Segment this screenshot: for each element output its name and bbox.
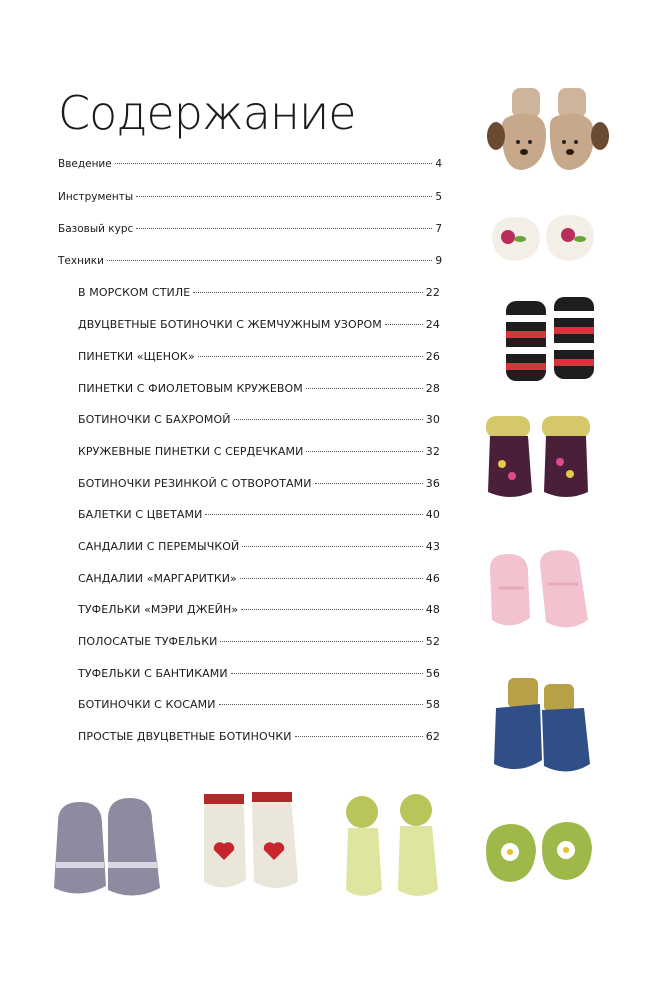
toc-entry-label: Базовый курс (58, 223, 134, 235)
toc-project-label: ДВУЦВЕТНЫЕ БОТИНОЧКИ С ЖЕМЧУЖНЫМ УЗОРОМ (78, 318, 382, 331)
toc-project-entry[interactable] (78, 698, 440, 716)
toc-project-page: 56 (425, 667, 440, 680)
toc-project-page: 48 (425, 603, 440, 616)
toc-leader (198, 356, 423, 357)
toc-project-page: 32 (425, 445, 440, 458)
toc-leader (193, 292, 422, 293)
toc-project-entry[interactable] (78, 413, 440, 431)
toc-project-label: БОТИНОЧКИ С КОСАМИ (78, 698, 216, 711)
toc-project-page: 30 (425, 413, 440, 426)
toc-entry-page: 5 (435, 191, 442, 203)
lace-booties-photo (44, 792, 168, 904)
toc-leader (240, 578, 423, 579)
toc-entry-page: 4 (435, 158, 442, 170)
toc-project-page: 62 (425, 730, 440, 743)
toc-entry-label: Техники (58, 255, 104, 267)
toc-project-label: САНДАЛИИ С ПЕРЕМЫЧКОЙ (78, 540, 240, 553)
toc-leader (205, 514, 422, 515)
toc-project-label: ПРОСТЫЕ ДВУЦВЕТНЫЕ БОТИНОЧКИ (78, 730, 292, 743)
toc-leader (242, 546, 422, 547)
toc-project-label: БАЛЕТКИ С ЦВЕТАМИ (78, 508, 203, 521)
toc-project-entry[interactable] (78, 572, 440, 590)
page-title: Содержание (58, 86, 356, 140)
pink-booties-photo (484, 548, 596, 638)
flower-boots-photo (480, 412, 596, 504)
toc-project-page: 24 (425, 318, 440, 331)
toc-leader (115, 163, 433, 164)
toc-project-entry[interactable] (78, 382, 440, 400)
toc-project-label: БОТИНОЧКИ РЕЗИНКОЙ С ОТВОРОТАМИ (78, 477, 312, 490)
toc-leader (136, 196, 432, 197)
toc-project-page: 52 (425, 635, 440, 648)
toc-project-label: ТУФЕЛЬКИ «МЭРИ ДЖЕЙН» (78, 603, 239, 616)
toc-project-entry[interactable] (78, 286, 440, 304)
toc-project-entry[interactable] (78, 477, 440, 495)
toc-project-page: 26 (425, 350, 440, 363)
toc-project-page: 43 (425, 540, 440, 553)
toc-project-entry[interactable] (78, 540, 440, 558)
toc-entry[interactable] (58, 255, 442, 273)
toc-project-entry[interactable] (78, 508, 440, 526)
toc-project-label: ПИНЕТКИ С ФИОЛЕТОВЫМ КРУЖЕВОМ (78, 382, 303, 395)
toc-project-entry[interactable] (78, 667, 440, 685)
toc-leader (306, 388, 423, 389)
bobble-booties-photo (338, 794, 446, 906)
toc-leader (241, 609, 423, 610)
toc-leader (220, 641, 422, 642)
toc-project-entry[interactable] (78, 350, 440, 368)
toc-project-label: ПИНЕТКИ «ЩЕНОК» (78, 350, 195, 363)
puppy-booties-photo (484, 84, 610, 184)
toc-project-entry[interactable] (78, 603, 440, 621)
toc-entry-label: Введение (58, 158, 112, 170)
toc-project-entry[interactable] (78, 635, 440, 653)
toc-entry[interactable] (58, 223, 442, 241)
toc-project-entry[interactable] (78, 730, 440, 748)
toc-entry-page: 7 (435, 223, 442, 235)
toc-project-page: 46 (425, 572, 440, 585)
toc-project-page: 58 (425, 698, 440, 711)
toc-project-label: БОТИНОЧКИ С БАХРОМОЙ (78, 413, 231, 426)
toc-leader (231, 673, 423, 674)
flower-ballet-flats-photo (488, 205, 598, 265)
toc-project-page: 40 (425, 508, 440, 521)
toc-leader (306, 451, 422, 452)
toc-project-page: 22 (425, 286, 440, 299)
toc-project-entry[interactable] (78, 318, 440, 336)
toc-leader (295, 736, 423, 737)
toc-project-label: ПОЛОСАТЫЕ ТУФЕЛЬКИ (78, 635, 218, 648)
toc-leader (107, 260, 432, 261)
toc-leader (315, 483, 423, 484)
toc-leader (385, 324, 423, 325)
toc-leader (219, 704, 423, 705)
toc-entry-label: Инструменты (58, 191, 134, 203)
toc-project-label: В МОРСКОМ СТИЛЕ (78, 286, 191, 299)
toc-entry-page: 9 (435, 255, 442, 267)
striped-booties-photo (498, 295, 604, 387)
toc-leader (234, 419, 423, 420)
heart-booties-photo (196, 788, 308, 900)
toc-project-label: ТУФЕЛЬКИ С БАНТИКАМИ (78, 667, 228, 680)
toc-project-page: 36 (425, 477, 440, 490)
toc-project-entry[interactable] (78, 445, 440, 463)
toc-leader (136, 228, 432, 229)
daisy-sandals-photo (480, 810, 600, 888)
toc-entry[interactable] (58, 191, 442, 209)
toc-entry[interactable] (58, 158, 442, 176)
toc-project-page: 28 (425, 382, 440, 395)
blue-booties-photo (488, 674, 598, 780)
toc-project-label: КРУЖЕВНЫЕ ПИНЕТКИ С СЕРДЕЧКАМИ (78, 445, 304, 458)
toc-project-label: САНДАЛИИ «МАРГАРИТКИ» (78, 572, 237, 585)
